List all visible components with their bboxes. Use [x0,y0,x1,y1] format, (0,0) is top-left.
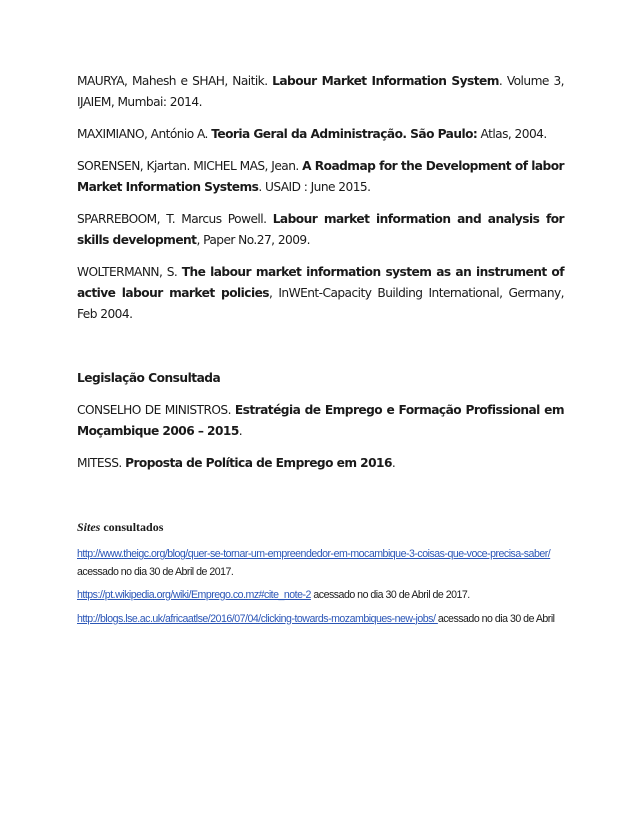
site-link[interactable]: http://blogs.lse.ac.uk/africaatlse/2016/07/04/clicking-towards-mozambiques-new-jobs/ [77,612,438,625]
reference-title: Teoria Geral da Administração. São Paulo: [211,127,478,141]
reference-woltermann [77,262,564,325]
reference-sorensen [77,156,564,198]
reference-details: , Paper No.27, 2009. [196,233,310,247]
reference-title: A Roadmap for the Development of labor Market Information Systems [77,159,564,194]
legislation-heading: Legislação Consultada [77,371,221,385]
legislation-conselho [77,400,564,442]
sites-heading-italic: Sites [77,520,101,534]
reference-details: . USAID : June 2015. [258,180,371,194]
sites-heading [77,519,564,535]
legislation-details: . [391,456,396,470]
site-entry-wikipedia [77,587,564,605]
reference-title: Labour Market Information System [272,74,499,88]
section-spacer [77,336,564,368]
section-spacer [77,485,564,519]
site-entry-lse-blog [77,611,564,629]
legislation-title: Proposta de Política de Emprego em 2016 [125,456,392,470]
reference-author: SORENSEN, Kjartan. MICHEL MAS, Jean. [77,159,303,173]
site-access-note: acessado no dia 30 de Abril [437,612,555,625]
reference-author: SPARREBOOM, T. Marcus Powell. [77,212,273,226]
site-link[interactable]: http://www.theigc.org/blog/quer-se-tornar-um-empreendedor-em-mocambique-3-coisas-que-voce-precisa-saber/ [77,548,551,560]
reference-author: MAURYA, Mahesh e SHAH, Naitik. [77,74,273,88]
legislation-details: . [238,424,243,438]
legislation-author: CONSELHO DE MINISTROS. [77,403,235,417]
legislation-mitess [77,453,564,474]
reference-details: . Volume 3, IJAIEM, Mumbai: 2014. [77,74,564,109]
site-link[interactable]: https://pt.wikipedia.org/wiki/Emprego.co.mz#cite_note-2 [77,589,311,601]
sites-heading-rest: consultados [100,520,164,534]
site-entry-theigc [77,546,564,581]
site-access-note: acessado no dia 30 de Abril de 2017. [310,589,470,601]
reference-details: Atlas, 2004. [477,127,547,141]
document-page [77,71,564,634]
reference-title: Labour market information and analysis for skills development [77,212,564,247]
legislation-author: MITESS. [77,456,126,470]
reference-sparreboom [77,209,564,251]
reference-title: The labour market information system as an instrument of active labour market policies [77,265,565,300]
legislation-title: Estratégia de Emprego e Formação Profissional em Moçambique 2006 – 2015 [77,403,564,438]
reference-author: WOLTERMANN, S. [77,265,182,279]
reference-author: MAXIMIANO, António A. [77,127,212,141]
reference-maximiano [77,124,564,145]
reference-details: , InWEnt-Capacity Building International, Germany, Feb 2004. [77,286,565,321]
reference-maurya [77,71,564,113]
site-access-note: acessado no dia 30 de Abril de 2017. [77,565,234,578]
